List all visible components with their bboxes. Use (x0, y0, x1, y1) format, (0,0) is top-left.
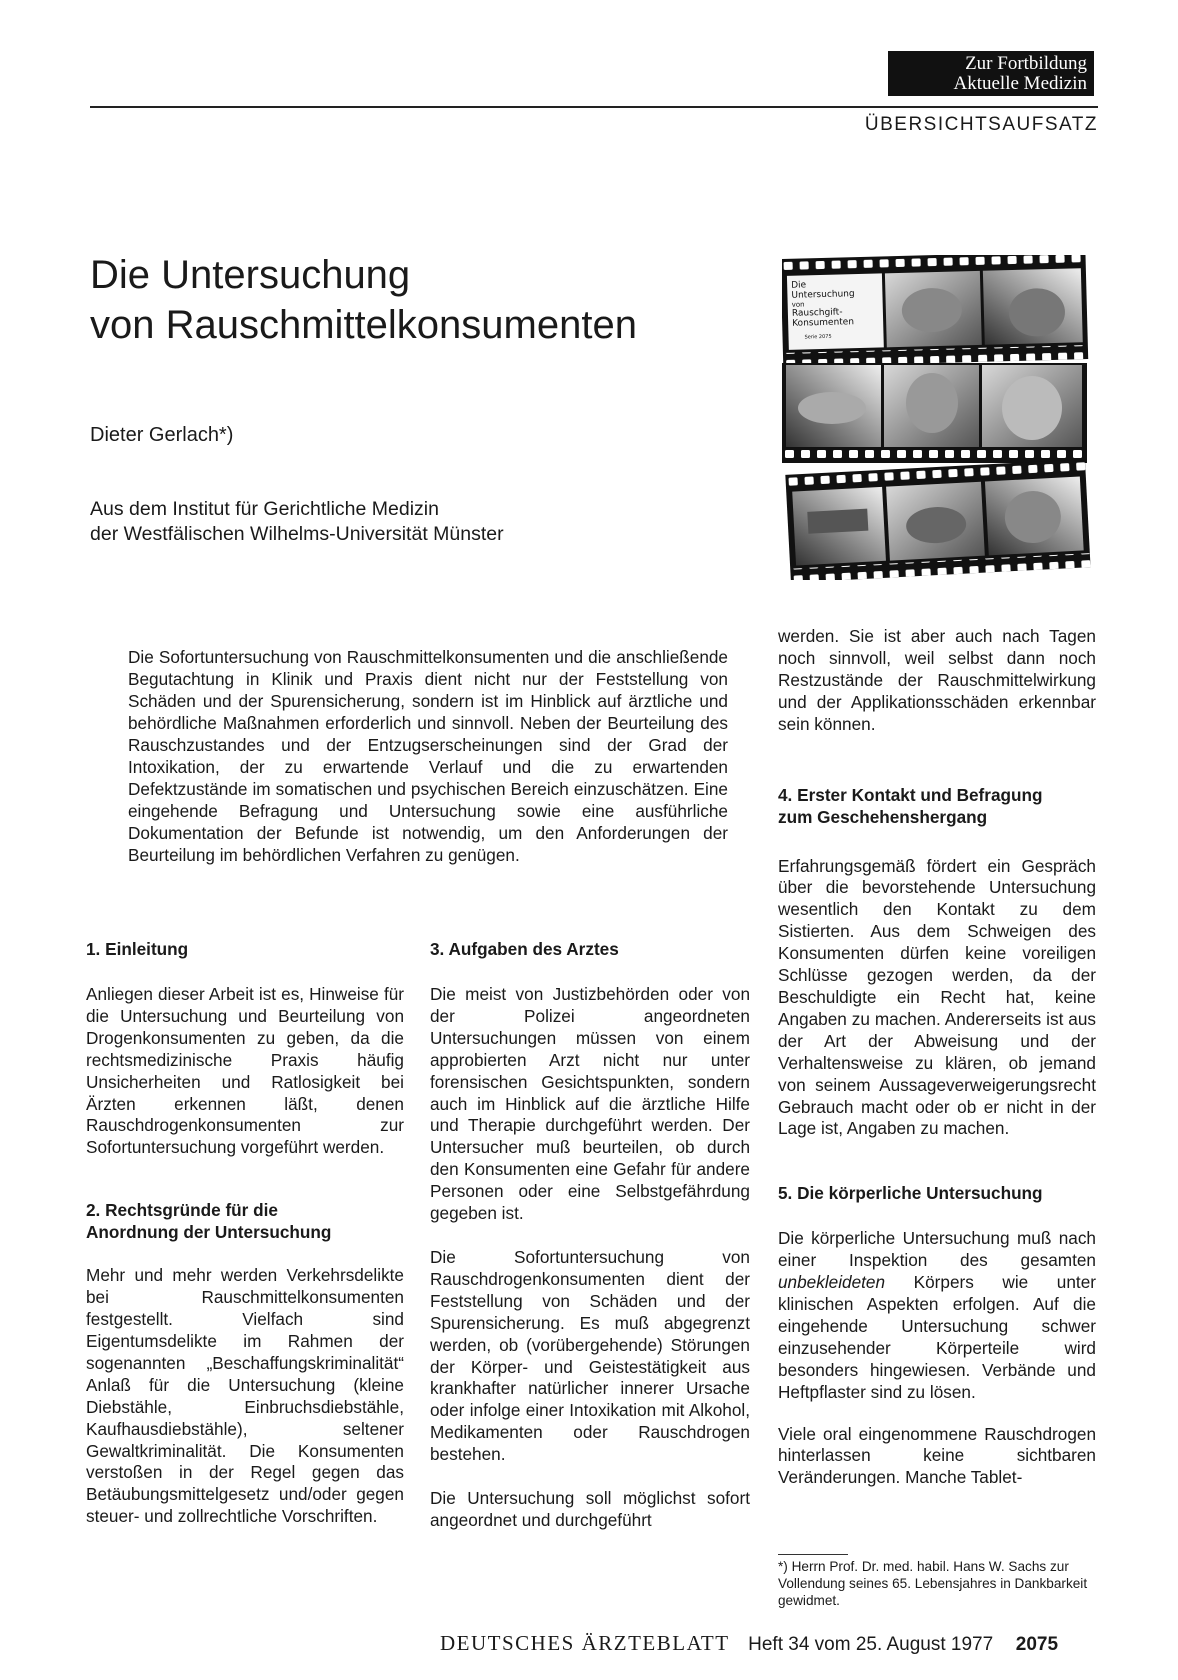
section-4-heading-line-2: zum Geschehenshergang (778, 806, 988, 827)
section-1-paragraph: Anliegen dieser Arbeit ist es, Hinweise für die Untersuchung und Beurteilung von Drogenkonsumenten zu geben, da die rechtsmedizinische Praxis häufig Unsicherheiten und Ratlosigkeit bei Ärzten erkennen läßt, denen Rauschdrogenkonsumenten zur Sofortuntersuchung vorgeführt werden. (86, 984, 404, 1158)
section-5-paragraph-2: Viele oral eingenommene Rauschdrogen hinterlassen keine sichtbaren Veränderungen. Manche Tablet- (778, 1423, 1096, 1488)
footnote-rule (778, 1554, 848, 1555)
section-4-heading (778, 784, 1096, 828)
author-name: Dieter Gerlach*) (90, 424, 234, 446)
section-3-heading: 3. Aufgaben des Arztes (430, 939, 619, 959)
column-2 (430, 938, 750, 1550)
filmstrip-graphic (782, 255, 1092, 580)
page-footer (440, 1631, 1100, 1656)
section-4-paragraph: Erfahrungsgemäß fördert ein Gespräch über die bevorstehende Untersuchung wesentlich den Kontakt zu dem Sistierten. Aus dem Schweigen des Konsumenten dürfen keine voreiligen Schlüsse gezogen werden, da der Beschuldigte ein Recht hat, keine Angaben zu machen. Andererseits ist aus der Art der Abweisung und der Verhaltensweise zu klären, ob jemand von seinem Aussageverweigerungsrecht Gebrauch macht oder ob er nicht in der Lage ist, Angaben zu machen. (778, 855, 1096, 1139)
author-affiliation (90, 497, 504, 547)
footnote: *) Herrn Prof. Dr. med. habil. Hans W. Sachs zur Vollendung seines 65. Lebensjahres in Dankbarkeit gewidmet. (778, 1559, 1088, 1608)
title-line-1: Die Untersuchung (90, 253, 411, 297)
section-3-paragraph-2: Die Sofortuntersuchung von Rauschdrogenkonsumenten dient der Feststellung von Schäden und der Spurensicherung. Es muß abgegrenzt werden, ob (vorübergehende) Störungen der Körper- und Geistestätigkeit aus krankhafter natürlicher innerer Ursache oder infolge einer Intoxikation mit Alkohol, Medikamenten oder Rauschdrogen bestehen. (430, 1246, 750, 1465)
section-2-heading-line-2: Anordnung der Untersuchung (86, 1222, 332, 1243)
publication-name: DEUTSCHES ÄRZTEBLATT (440, 1631, 730, 1655)
section-badge (888, 51, 1094, 96)
section-5-heading: 5. Die körperliche Untersuchung (778, 1183, 1043, 1204)
section-2-paragraph: Mehr und mehr werden Verkehrsdelikte bei Rauschmittelkonsumenten festgestellt. Vielfach sind Eigentumsdelikte im Rahmen der sogenannten „Beschaffungskriminalität“ Anlaß für die Untersuchung (kleine Diebstähle, Einbruchsdiebstähle, Kaufhausdiebstähle), seltener Gewaltkriminalität. Die Konsumenten verstoßen in der Regel gegen das Betäubungsmittelgesetz und/oder gegen steuer- und zollrechtliche Vorschriften. (86, 1265, 404, 1527)
badge-line-1: Zur Fortbildung (965, 53, 1087, 74)
section-4-heading-line-1: 4. Erster Kontakt und Befragung (778, 784, 1043, 805)
section-3-continuation: werden. Sie ist aber auch nach Tagen noch sinnvoll, weil selbst dann noch Restzustände der Rauschmittelwirkung und der Applikationsschäden erkennbar sein können. (778, 626, 1096, 734)
column-3 (778, 626, 1096, 1507)
caption-series: Serie 2075 (804, 333, 832, 341)
article-type: ÜBERSICHTSAUFSATZ (864, 114, 1098, 135)
section-5-text-a: Die körperliche Untersuchung muß nach einer Inspektion des gesamten (778, 1228, 1096, 1271)
header-rule (90, 106, 1098, 108)
section-1-heading: 1. Einleitung (86, 939, 189, 959)
affiliation-line-1: Aus dem Institut für Gerichtliche Medizin (90, 498, 439, 520)
issue-info: Heft 34 vom 25. August 1977 (748, 1634, 994, 1655)
caption-line-2: Untersuchung (791, 289, 855, 301)
abstract: Die Sofortuntersuchung von Rauschmittelkonsumenten und die anschließende Begutachtung in Klinik und Praxis dient nicht nur der Feststellung von Schäden und der Spurensicherung, sondern ist im Hinblick auf ärztliche und behördliche Maßnahmen erforderlich und sinnvoll. Neben der Beurteilung des Rauschzustandes und der Entzugserscheinungen sind der Grad der Intoxikation, der zu erwartende Verlauf und die zu erwartenden Defektzustände im somatischen und psychischen Bereich einzuschätzen. Eine eingehende Befragung und Untersuchung sowie eine ausführliche Dokumentation der Befunde ist notwendig, um den Anforderungen der Beurteilung im behördlichen Verfahren zu genügen. (128, 647, 728, 865)
column-1 (86, 938, 404, 1546)
caption-line-4: Rauschgift- (791, 307, 843, 319)
caption-line-3: von (791, 300, 805, 309)
caption-line-1: Die (791, 280, 807, 291)
page-number: 2075 (1015, 1634, 1059, 1655)
badge-line-2: Aktuelle Medizin (953, 73, 1087, 94)
section-3-paragraph-1: Die meist von Justizbehörden oder von der Polizei angeordneten Untersuchungen müssen von einem approbierten Arzt nicht nur unter forensischen Gesichtspunkten, sondern auch im Hinblick auf die ärztliche Hilfe und Therapie durchgeführt werden. Der Untersucher muß beurteilen, ob durch den Konsumenten eine Gefahr für andere Personen oder eine Selbstgefährdung gegeben ist. (430, 984, 750, 1224)
section-5-paragraph-1 (778, 1228, 1096, 1403)
section-5-text-b: Körpers wie unter klinischen Aspekten erfolgen. Auf die eingehende Untersuchung schwer einzusehender Körperteile wird besonders hingewiesen. Verbände und Heftpflaster sind zu lösen. (778, 1272, 1096, 1402)
title-line-2: von Rauschmittelkonsumenten (90, 303, 637, 347)
article-title (90, 250, 637, 350)
section-2-heading (86, 1199, 404, 1243)
section-2-heading-line-1: 2. Rechtsgründe für die (86, 1200, 278, 1221)
section-5-emphasis: unbekleideten (778, 1272, 886, 1293)
filmstrip-illustration (782, 255, 1092, 580)
affiliation-line-2: der Westfälischen Wilhelms-Universität Münster (90, 523, 504, 545)
caption-line-5: Konsumenten (792, 317, 855, 329)
section-3-paragraph-3: Die Untersuchung soll möglichst sofort angeordnet und durchgeführt (430, 1488, 750, 1530)
